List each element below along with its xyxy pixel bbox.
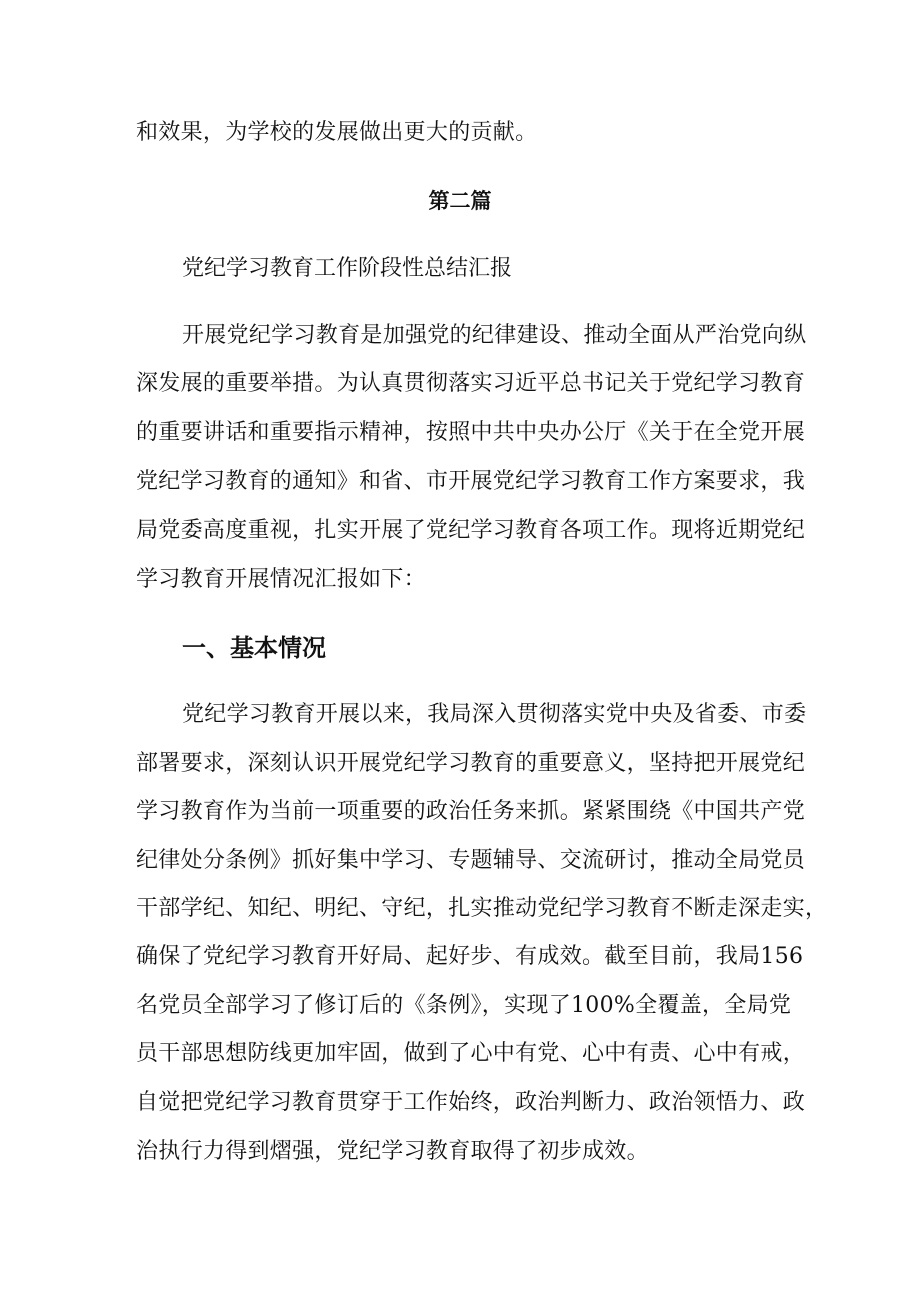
section-heading: 一、基本情况	[182, 634, 326, 662]
paragraph-line: 党纪学习教育开展以来，我局深入贯彻落实党中央及省委、市委	[182, 702, 807, 727]
paragraph-line: 自觉把党纪学习教育贯穿于工作始终，政治判断力、政治领悟力、政	[136, 1090, 806, 1115]
paragraph-line: 确保了党纪学习教育开好局、起好步、有成效。截至目前，我局156	[136, 944, 804, 969]
paragraph-line: 开展党纪学习教育是加强党的纪律建设、推动全面从严治党向纵	[182, 323, 807, 348]
paragraph-line: 党纪学习教育的通知》和省、市开展党纪学习教育工作方案要求，我	[136, 469, 806, 494]
paragraph-line: 员干部思想防线更加牢固，做到了心中有党、心中有责、心中有戒，	[136, 1041, 806, 1066]
part-title: 第二篇	[428, 189, 492, 213]
paragraph-line: 纪律处分条例》抓好集中学习、专题辅导、交流研讨，推动全局党员	[136, 848, 806, 873]
paragraph-line: 的重要讲话和重要指示精神，按照中共中央办公厅《关于在全党开展	[136, 420, 806, 445]
paragraph-line: 干部学纪、知纪、明纪、守纪，扎实推动党纪学习教育不断走深走实，	[136, 896, 828, 921]
paragraph-line: 治执行力得到熠强，党纪学习教育取得了初步成效。	[136, 1139, 649, 1164]
report-title: 党纪学习教育工作阶段性总结汇报	[182, 256, 513, 281]
paragraph-line: 深发展的重要举措。为认真贯彻落实习近平总书记关于党纪学习教育	[136, 371, 806, 396]
paragraph-line: 学习教育作为当前一项重要的政治任务来抓。紧紧围绕《中国共产党	[136, 799, 806, 824]
paragraph-line: 局党委高度重视，扎实开展了党纪学习教育各项工作。现将近期党纪	[136, 518, 806, 543]
previous-section-tail: 和效果，为学校的发展做出更大的贡献。	[136, 120, 538, 145]
paragraph-line: 名党员全部学习了修订后的《条例》，实现了100%全覆盖，全局党	[136, 993, 792, 1018]
paragraph-line: 学习教育开展情况汇报如下：	[136, 567, 426, 592]
paragraph-line: 部署要求，深刻认识开展党纪学习教育的重要意义，坚持把开展党纪	[136, 751, 806, 776]
